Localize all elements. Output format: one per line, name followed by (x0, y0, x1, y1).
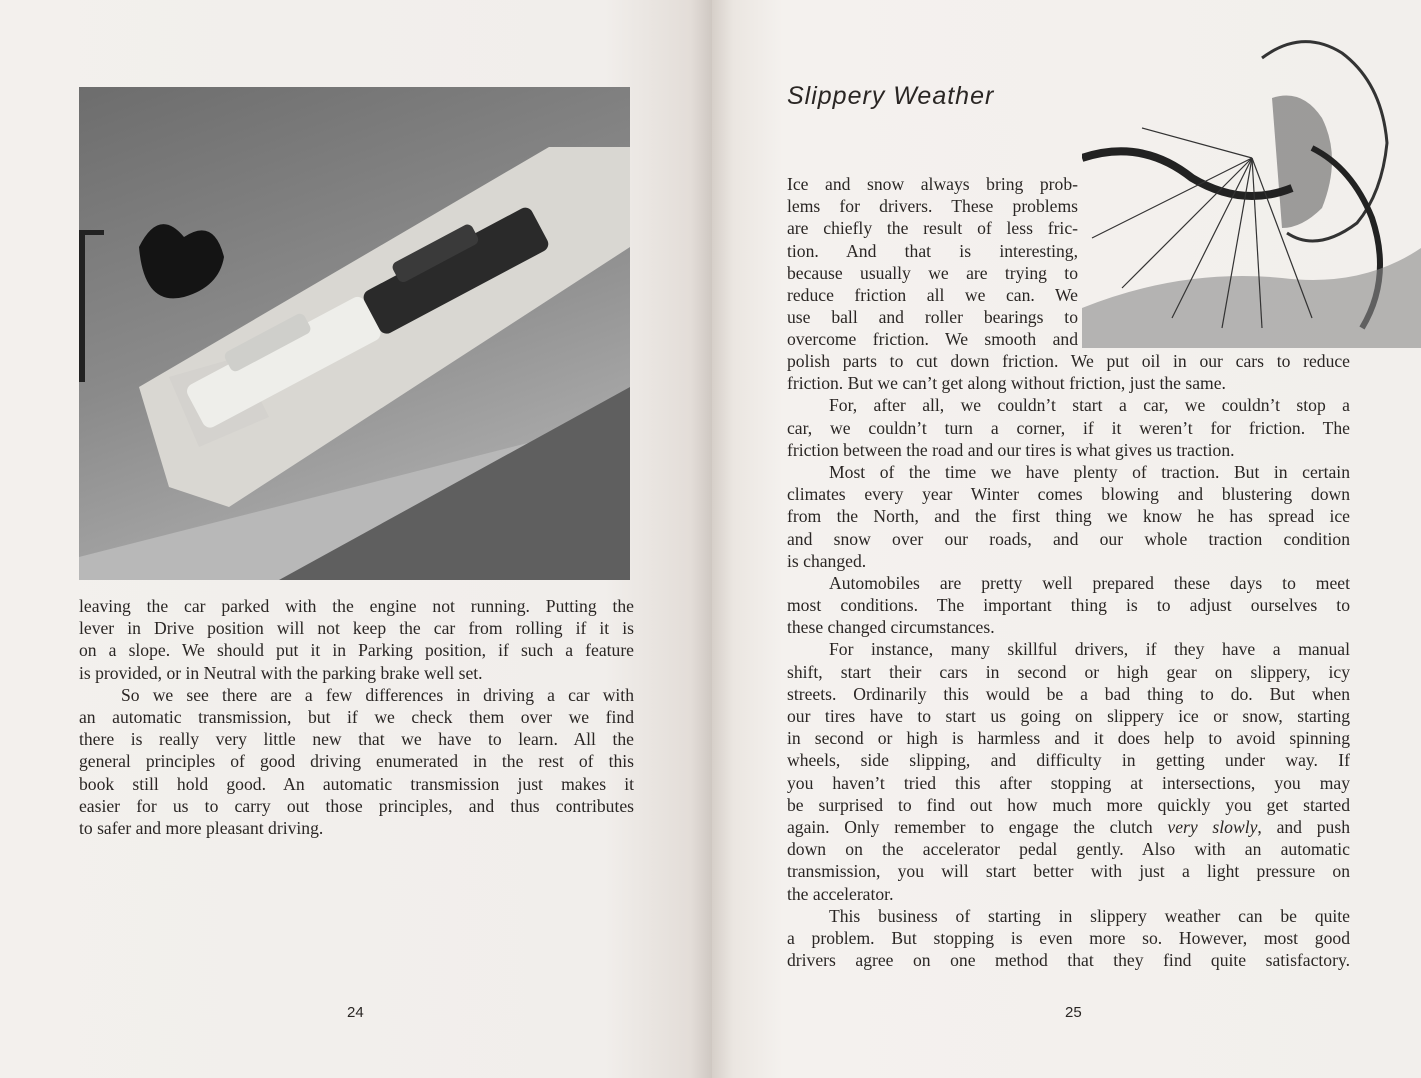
text-line: streets. Ordinarily this would be a bad thing to do. But when (787, 683, 1350, 704)
text-line (787, 816, 1350, 838)
text-line: lems for drivers. These problems (787, 196, 1078, 217)
text-line: drivers agree on one method that they find quite satisfactory. (787, 950, 1350, 971)
text-line: polish parts to cut down friction. We put oil in our cars to reduce (787, 351, 1350, 371)
text-line: friction between the road and our tires is what gives us traction. (787, 439, 1235, 460)
text-line: you haven’t tried this after stopping at intersections, you may (787, 772, 1350, 793)
winter-wind-illustration (1082, 38, 1421, 348)
text-span: , and push (1257, 816, 1350, 837)
text-line: For instance, many skillful drivers, if they have a manual (829, 639, 1350, 660)
text-line: our tires have to start us going on slippery ice or snow, starting (787, 706, 1350, 726)
text-line: an automatic transmission, but if we check them over we find (79, 706, 634, 727)
text-line: from the North, and the first thing we know he has spread ice (787, 506, 1350, 527)
text-line: be surprised to find out how much more quickly you get started (787, 794, 1350, 815)
text-line: there is really very little new that we have to learn. All the (79, 729, 634, 750)
text-line: and snow over our roads, and our whole traction condition (787, 528, 1350, 549)
text-line: This business of starting in slippery weather can be quite (829, 905, 1350, 926)
text-line: wheels, side slipping, and difficulty in getting under way. If (787, 750, 1350, 771)
text-line: overcome friction. We smooth and (787, 329, 1078, 350)
text-line: down on the accelerator pedal gently. Also with an automatic (787, 839, 1350, 860)
text-line: So we see there are a few differences in driving a car with (121, 684, 634, 705)
text-line: because usually we are trying to (787, 262, 1078, 283)
text-line: use ball and roller bearings to (787, 307, 1078, 328)
text-line: are chiefly the result of less fric- (787, 218, 1078, 239)
text-line: Automobiles are pretty well prepared these days to meet (829, 572, 1350, 593)
text-line: general principles of good driving enumerated in the rest of this (79, 751, 634, 772)
text-line: is changed. (787, 550, 867, 571)
text-line: leaving the car parked with the engine not running. Putting the (79, 596, 634, 616)
text-line: to safer and more pleasant driving. (79, 817, 324, 838)
text-span: very slowly (1167, 816, 1258, 837)
text-line: is provided, or in Neutral with the parking brake well set. (79, 662, 483, 683)
right-page-text-wrapped (787, 173, 1078, 351)
text-line: in second or high is harmless and it does help to avoid spinning (787, 728, 1350, 749)
text-span: again. Only remember to engage the clutch (787, 816, 1168, 837)
text-line: transmission, you will start better with just a light pressure on (787, 861, 1350, 882)
text-line: friction. But we can’t get along without friction, just the same. (787, 373, 1226, 394)
text-line: reduce friction all we can. We (787, 284, 1078, 305)
text-line: a problem. But stopping is even more so. However, most good (787, 927, 1350, 948)
text-line: most conditions. The important thing is to adjust ourselves to (787, 595, 1350, 616)
text-line: car, we couldn’t turn a corner, if it weren’t for friction. The (787, 417, 1350, 438)
left-page-text (79, 595, 634, 839)
text-line: on a slope. We should put it in Parking position, if such a feature (79, 640, 634, 661)
text-line: shift, start their cars in second or high gear on slippery, icy (787, 661, 1350, 682)
text-line: Most of the time we have plenty of traction. But in certain (829, 461, 1350, 482)
text-line: Ice and snow always bring prob- (787, 174, 1078, 194)
text-line: tion. And that is interesting, (787, 240, 1078, 261)
text-line: lever in Drive position will not keep the car from rolling if it is (79, 618, 634, 639)
text-line: the accelerator. (787, 883, 894, 904)
car-collision-photo (79, 87, 630, 580)
text-line: these changed circumstances. (787, 617, 995, 638)
page-number-right: 25 (1065, 1004, 1082, 1021)
page-number-left: 24 (347, 1004, 364, 1021)
text-line: climates every year Winter comes blowing and blustering down (787, 484, 1350, 505)
text-line: book still hold good. An automatic transmission just makes it (79, 773, 634, 794)
text-line: For, after all, we couldn’t start a car, we couldn’t stop a (829, 395, 1350, 416)
right-page-text (787, 350, 1350, 971)
chapter-title: Slippery Weather (787, 82, 995, 110)
text-line: easier for us to carry out those principles, and thus contributes (79, 795, 634, 816)
